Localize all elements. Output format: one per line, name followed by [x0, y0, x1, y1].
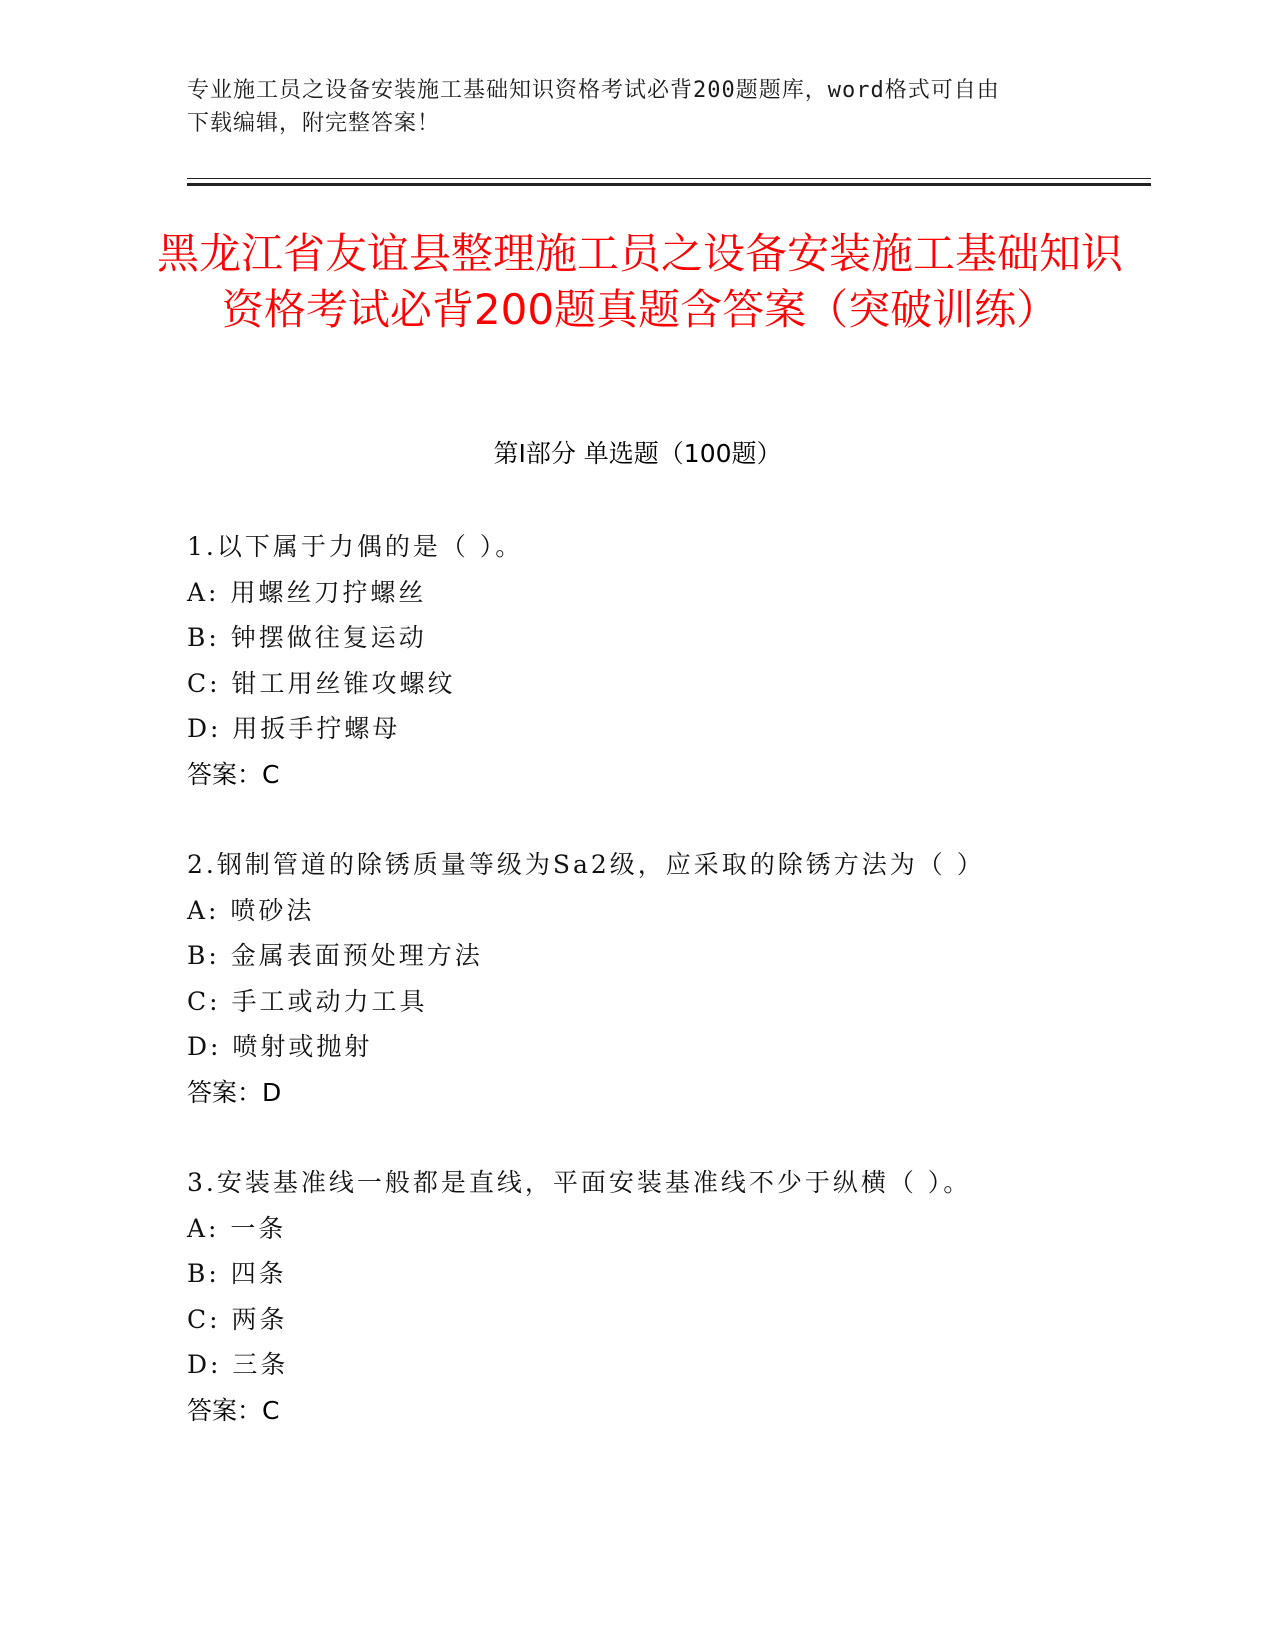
answer-line: 答案：C [187, 759, 280, 789]
header-divider-thin [187, 178, 1151, 179]
option-a: A: 喷砂法 [187, 895, 315, 925]
question-2 [187, 842, 1127, 1115]
header-divider-thick [187, 183, 1151, 186]
question-1 [187, 524, 1127, 797]
answer-line: 答案：D [187, 1077, 282, 1107]
option-a: A: 用螺丝刀拧螺丝 [187, 577, 427, 607]
option-b: B: 四条 [187, 1259, 287, 1288]
option-d: D: 喷射或抛射 [187, 1032, 373, 1061]
option-c: C: 两条 [187, 1304, 288, 1334]
header-note-line-2: 下载编辑，附完整答案！ [187, 111, 441, 136]
section-heading: 第Ⅰ部分 单选题（100题） [493, 439, 782, 468]
option-b: B: 钟摆做往复运动 [187, 623, 427, 652]
option-d: D: 用扳手拧螺母 [187, 714, 401, 743]
header-note [187, 74, 1067, 140]
header-note-line-1: 专业施工员之设备安装施工基础知识资格考试必背200题题库，word格式可自由 [187, 78, 1000, 103]
option-a: A: 一条 [187, 1213, 287, 1243]
option-c: C: 钳工用丝锥攻螺纹 [187, 668, 456, 698]
option-c: C: 手工或动力工具 [187, 986, 428, 1016]
answer-line: 答案：C [187, 1395, 280, 1425]
document-title: 黑龙江省友谊县整理施工员之设备安装施工基础知识资格考试必背200题真题含答案（突破训练） [156, 229, 1123, 334]
question-stem: 3.安装基准线一般都是直线，平面安装基准线不少于纵横（ ）。 [187, 1168, 972, 1197]
question-stem: 2.钢制管道的除锈质量等级为Sa2级，应采取的除锈方法为（ ） [187, 850, 985, 879]
question-stem: 1.以下属于力偶的是（ ）。 [187, 532, 524, 561]
option-b: B: 金属表面预处理方法 [187, 941, 483, 970]
question-3 [187, 1160, 1127, 1433]
option-d: D: 三条 [187, 1350, 289, 1379]
